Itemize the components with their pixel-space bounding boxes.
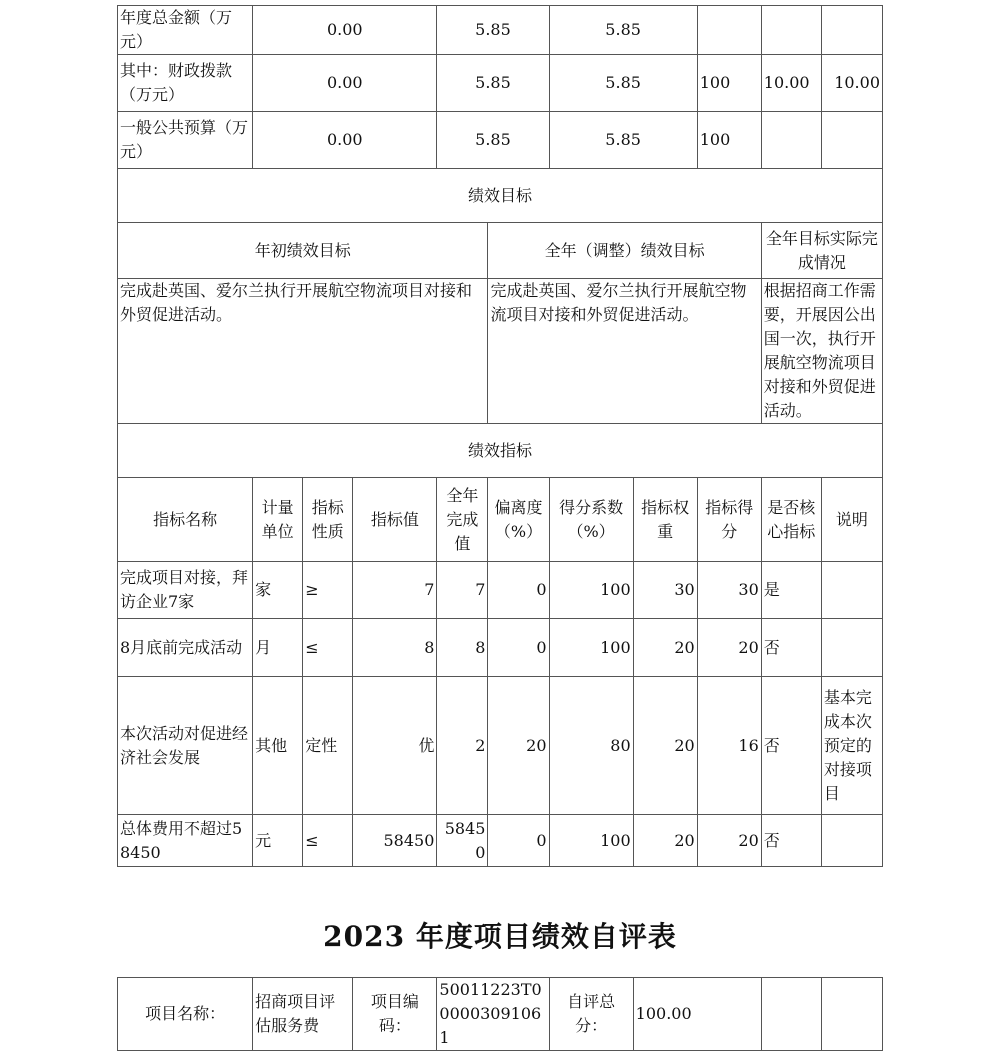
goals-header-adjusted: 全年（调整）绩效目标 bbox=[488, 223, 761, 279]
budget-value bbox=[821, 112, 882, 169]
table-row bbox=[118, 169, 883, 223]
budget-value: 5.85 bbox=[549, 6, 697, 55]
header-cell: 计量单位 bbox=[253, 478, 303, 562]
project-name-value: 招商项目评估服务费 bbox=[253, 978, 353, 1051]
total-score-value: 100.00 bbox=[633, 978, 761, 1051]
indicator-target: 8 bbox=[353, 619, 437, 677]
budget-value bbox=[761, 112, 821, 169]
header-cell: 说明 bbox=[821, 478, 882, 562]
budget-value: 10.00 bbox=[821, 55, 882, 112]
table-row bbox=[118, 55, 883, 112]
indicator-unit: 家 bbox=[253, 562, 303, 619]
document-title: 2023 年度项目绩效自评表 bbox=[323, 920, 677, 953]
budget-value: 0.00 bbox=[253, 112, 437, 169]
table-row bbox=[118, 562, 883, 619]
indicator-deviation: 0 bbox=[488, 562, 549, 619]
indicator-name: 8月底前完成活动 bbox=[118, 619, 253, 677]
table-row bbox=[118, 619, 883, 677]
indicator-weight: 30 bbox=[633, 562, 697, 619]
goal-initial-text: 完成赴英国、爱尔兰执行开展航空物流项目对接和外贸促进活动。 bbox=[118, 279, 488, 424]
indicator-target: 优 bbox=[353, 677, 437, 815]
performance-table bbox=[117, 5, 883, 867]
budget-label: 一般公共预算（万元） bbox=[118, 112, 253, 169]
indicator-coef: 80 bbox=[549, 677, 633, 815]
table-row bbox=[118, 424, 883, 478]
indicator-target: 7 bbox=[353, 562, 437, 619]
project-name-label: 项目名称： bbox=[118, 978, 253, 1051]
header-cell: 指标名称 bbox=[118, 478, 253, 562]
indicator-score: 20 bbox=[697, 619, 761, 677]
indicator-weight: 20 bbox=[633, 619, 697, 677]
budget-value: 10.00 bbox=[761, 55, 821, 112]
budget-value: 5.85 bbox=[437, 55, 549, 112]
indicator-actual: 7 bbox=[437, 562, 488, 619]
indicator-coef: 100 bbox=[549, 619, 633, 677]
goals-header-actual: 全年目标实际完成情况 bbox=[761, 223, 882, 279]
indicator-coef: 100 bbox=[549, 562, 633, 619]
goal-adjusted-text: 完成赴英国、爱尔兰执行开展航空物流项目对接和外贸促进活动。 bbox=[488, 279, 761, 424]
indicator-actual: 2 bbox=[437, 677, 488, 815]
indicator-target: 58450 bbox=[353, 815, 437, 867]
total-score-label: 自评总分： bbox=[549, 978, 633, 1051]
indicator-name: 完成项目对接，拜访企业7家 bbox=[118, 562, 253, 619]
indicator-score: 16 bbox=[697, 677, 761, 815]
indicator-weight: 20 bbox=[633, 815, 697, 867]
indicator-deviation: 20 bbox=[488, 677, 549, 815]
budget-value bbox=[821, 6, 882, 55]
goal-actual-text: 根据招商工作需要，开展因公出国一次，执行开展航空物流项目对接和外贸促进活动。 bbox=[761, 279, 882, 424]
table-row bbox=[118, 279, 883, 424]
indicator-name: 本次活动对促进经济社会发展 bbox=[118, 677, 253, 815]
indicator-score: 30 bbox=[697, 562, 761, 619]
indicator-core: 否 bbox=[761, 619, 821, 677]
indicator-unit: 月 bbox=[253, 619, 303, 677]
budget-value: 5.85 bbox=[549, 112, 697, 169]
table-row bbox=[118, 112, 883, 169]
indicator-deviation: 0 bbox=[488, 815, 549, 867]
header-cell: 偏离度（%） bbox=[488, 478, 549, 562]
goals-header-initial: 年初绩效目标 bbox=[118, 223, 488, 279]
indicator-note bbox=[821, 815, 882, 867]
indicator-score: 20 bbox=[697, 815, 761, 867]
indicator-nature: 定性 bbox=[303, 677, 353, 815]
table-row bbox=[118, 677, 883, 815]
header-cell: 全年完成值 bbox=[437, 478, 488, 562]
indicator-name: 总体费用不超过58450 bbox=[118, 815, 253, 867]
budget-value: 5.85 bbox=[437, 6, 549, 55]
budget-value: 0.00 bbox=[253, 55, 437, 112]
indicator-nature: ≤ bbox=[303, 619, 353, 677]
indicator-actual: 8 bbox=[437, 619, 488, 677]
indicator-header-row bbox=[118, 478, 883, 562]
budget-label: 其中：财政拨款（万元） bbox=[118, 55, 253, 112]
header-cell: 指标值 bbox=[353, 478, 437, 562]
project-code-label: 项目编码： bbox=[353, 978, 437, 1051]
budget-label: 年度总金额（万元） bbox=[118, 6, 253, 55]
goals-section-title: 绩效目标 bbox=[118, 169, 883, 223]
indicator-coef: 100 bbox=[549, 815, 633, 867]
budget-value: 5.85 bbox=[437, 112, 549, 169]
header-cell: 指标得分 bbox=[697, 478, 761, 562]
indicator-core: 否 bbox=[761, 815, 821, 867]
budget-value: 5.85 bbox=[549, 55, 697, 112]
indicator-note bbox=[821, 562, 882, 619]
indicator-actual: 58450 bbox=[437, 815, 488, 867]
budget-value: 0.00 bbox=[253, 6, 437, 55]
project-code-value: 50011223T000003091061 bbox=[437, 978, 549, 1051]
budget-value bbox=[697, 6, 761, 55]
header-cell: 指标权重 bbox=[633, 478, 697, 562]
table-row bbox=[118, 815, 883, 867]
table-row bbox=[118, 223, 883, 279]
indicator-core: 否 bbox=[761, 677, 821, 815]
indicators-section-title: 绩效指标 bbox=[118, 424, 883, 478]
indicator-weight: 20 bbox=[633, 677, 697, 815]
header-cell: 指标性质 bbox=[303, 478, 353, 562]
header-cell: 是否核心指标 bbox=[761, 478, 821, 562]
header-cell: 得分系数（%） bbox=[549, 478, 633, 562]
budget-value: 100 bbox=[697, 55, 761, 112]
indicator-nature: ≤ bbox=[303, 815, 353, 867]
indicator-core: 是 bbox=[761, 562, 821, 619]
indicator-deviation: 0 bbox=[488, 619, 549, 677]
indicator-unit: 其他 bbox=[253, 677, 303, 815]
table-row bbox=[118, 6, 883, 55]
budget-value: 100 bbox=[697, 112, 761, 169]
budget-value bbox=[761, 6, 821, 55]
indicator-unit: 元 bbox=[253, 815, 303, 867]
indicator-note: 基本完成本次预定的对接项目 bbox=[821, 677, 882, 815]
indicator-note bbox=[821, 619, 882, 677]
indicator-nature: ≥ bbox=[303, 562, 353, 619]
